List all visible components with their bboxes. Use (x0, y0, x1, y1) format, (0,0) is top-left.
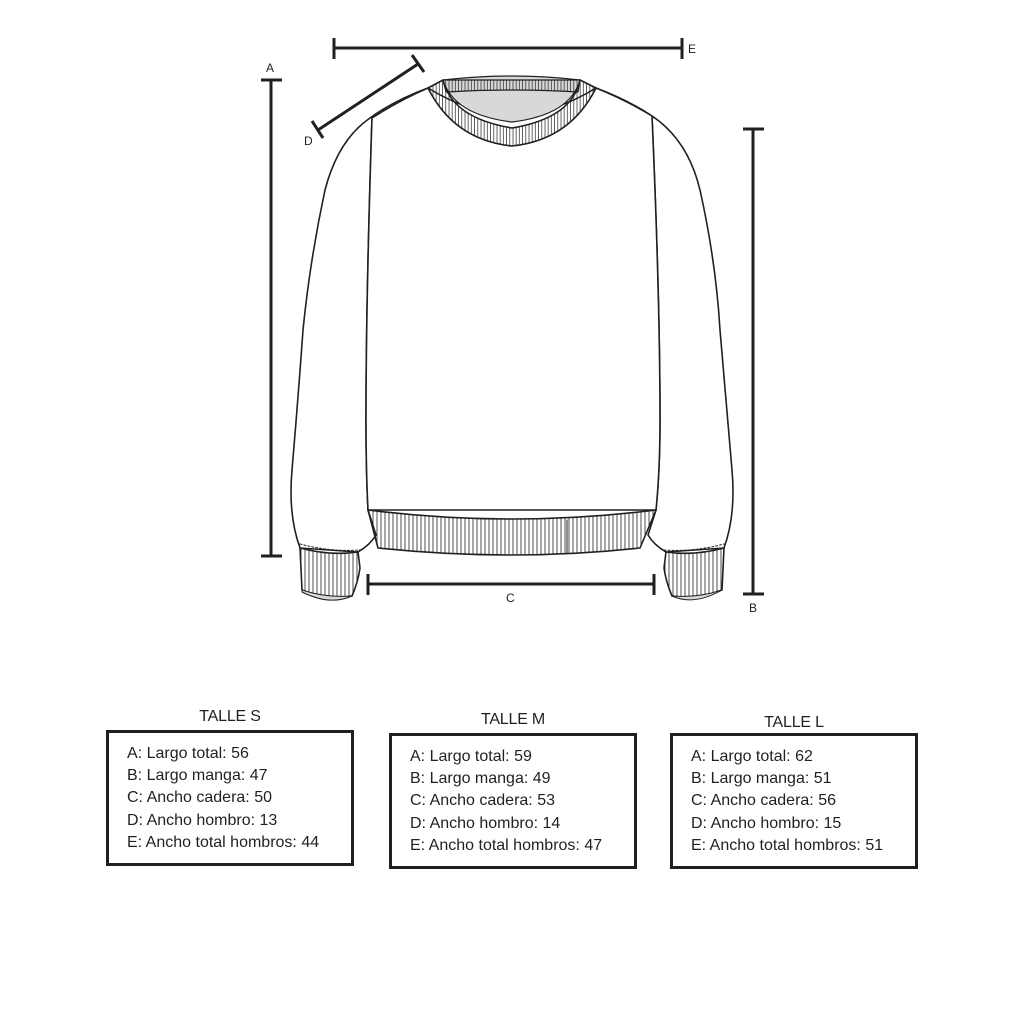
measurement-d: D: Ancho hombro: 14 (410, 814, 561, 832)
size-title: TALLE M (480, 711, 546, 728)
sweater-body (366, 88, 660, 510)
dimension-a-line (261, 80, 282, 556)
size-card-s (106, 706, 354, 866)
size-measurements-box (670, 733, 918, 869)
back-neck-rib (443, 80, 580, 92)
measurement-e: E: Ancho total hombros: 44 (127, 833, 320, 851)
measurement-a: A: Largo total: 62 (691, 748, 813, 765)
dimension-d-label: D (304, 134, 313, 148)
measurement-a: A: Largo total: 59 (410, 748, 532, 765)
size-title: TALLE L (764, 714, 824, 731)
size-measurements-box (106, 730, 354, 866)
dimension-b-line (743, 129, 764, 594)
measurement-b: B: Largo manga: 51 (691, 770, 832, 788)
size-card-m (389, 709, 637, 869)
dimension-c-label: C (506, 591, 515, 605)
sweater-illustration (291, 76, 733, 600)
dimension-a-label: A (266, 61, 275, 75)
size-measurements-box (389, 733, 637, 869)
left-cuff (300, 548, 360, 597)
measurement-a: A: Largo total: 56 (127, 745, 249, 762)
dimension-b-label: B (749, 601, 758, 615)
measurement-e: E: Ancho total hombros: 51 (691, 836, 884, 854)
measurement-b: B: Largo manga: 47 (127, 767, 268, 785)
measurement-d: D: Ancho hombro: 15 (691, 814, 842, 832)
measurement-b: B: Largo manga: 49 (410, 770, 551, 788)
hem-band (368, 510, 656, 555)
right-cuff (664, 548, 724, 597)
size-card-l (670, 712, 918, 869)
measurement-c: C: Ancho cadera: 53 (410, 792, 555, 810)
measurement-e: E: Ancho total hombros: 47 (410, 836, 603, 854)
measurement-c: C: Ancho cadera: 50 (127, 789, 272, 807)
size-title: TALLE S (199, 708, 261, 725)
dimension-e-label: E (688, 42, 697, 56)
measurement-c: C: Ancho cadera: 56 (691, 792, 836, 810)
dimension-e-line (334, 38, 682, 59)
measurement-d: D: Ancho hombro: 13 (127, 811, 278, 829)
